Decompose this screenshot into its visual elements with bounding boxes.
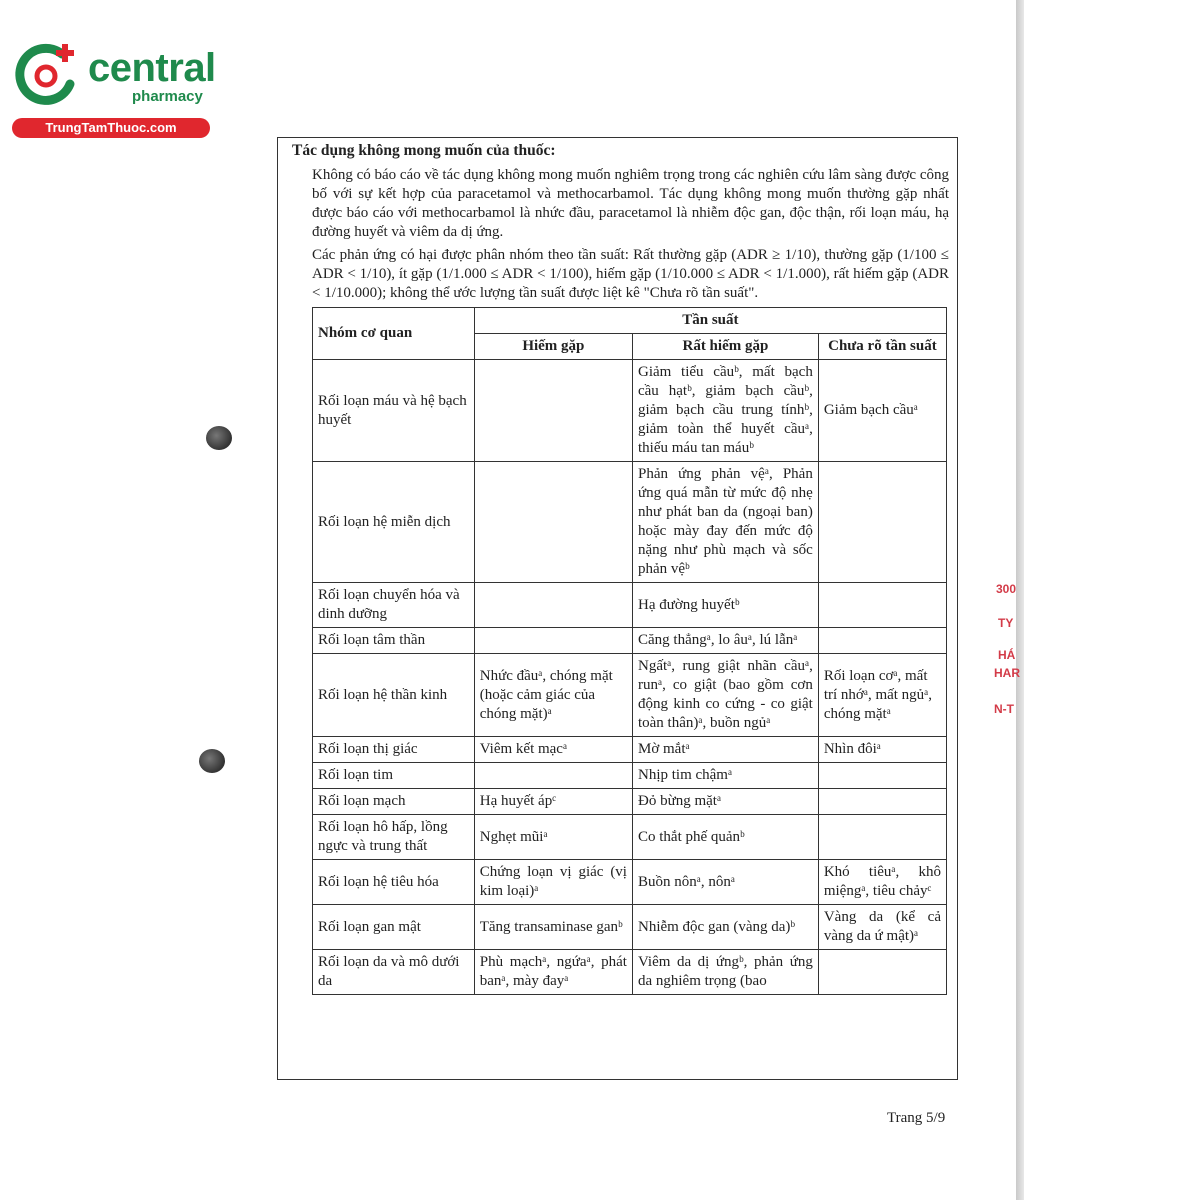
cell-group: Rối loạn da và mô dưới da: [313, 950, 475, 995]
table-row: [313, 583, 947, 628]
table-row: [313, 950, 947, 995]
cell-very-rare: Đỏ bừng mặtᵃ: [632, 789, 818, 815]
cell-group: Rối loạn chuyển hóa và dinh dưỡng: [313, 583, 475, 628]
table-row: [313, 360, 947, 462]
cell-very-rare: Căng thẳngᵃ, lo âuᵃ, lú lẫnᵃ: [632, 628, 818, 654]
intro-paragraph: Không có báo cáo về tác dụng không mong muốn nghiêm trọng trong các nghiên cứu lâm sàng được công bố với sự kết hợp của paracetamol và methocarbamol. Tác dụng không mong muốn thường gặp nhất được báo cáo với methocarbamol là nhức đầu, paracetamol là nhiễm độc gan, độc thận, rối loạn máu, hạ đường huyết và viêm da dị ứng.: [312, 167, 949, 240]
cell-unknown: [818, 583, 946, 628]
table-row: [313, 815, 947, 860]
table-row: [313, 905, 947, 950]
cell-very-rare: Ngấtᵃ, rung giật nhãn cầuᵃ, runᵃ, co giật (bao gồm cơn động kinh co cứng - co giật toàn thân)ᵃ, buồn ngủᵃ: [632, 654, 818, 737]
frequency-paragraph: Các phản ứng có hại được phân nhóm theo tần suất: Rất thường gặp (ADR ≥ 1/10), thường gặp (1/100 ≤ ADR < 1/10), ít gặp (1/1.000 ≤ ADR < 1/100), hiếm gặp (1/10.000 ≤ ADR < 1/1.000), rất hiếm gặp (ADR < 1/10.000); không thể ước lượng tần suất được liệt kê "Chưa rõ tần suất".: [312, 247, 949, 301]
central-pharmacy-logo: [12, 40, 222, 140]
cell-unknown: [818, 950, 946, 995]
table-row: [313, 737, 947, 763]
logo-brand: central: [88, 46, 216, 90]
table-row: [313, 763, 947, 789]
table-row: [313, 654, 947, 737]
cell-very-rare: Mờ mắtᵃ: [632, 737, 818, 763]
page-number: Trang 5/9: [887, 1110, 946, 1126]
table-row: [313, 628, 947, 654]
cell-rare: Tăng transaminase ganᵇ: [474, 905, 632, 950]
cell-very-rare: Hạ đường huyếtᵇ: [632, 583, 818, 628]
cell-group: Rối loạn hệ tiêu hóa: [313, 860, 475, 905]
cell-unknown: [818, 815, 946, 860]
cell-rare: [474, 360, 632, 462]
cell-unknown: [818, 763, 946, 789]
table-row: [313, 789, 947, 815]
header-very-rare: Rất hiếm gặp: [632, 334, 818, 360]
cell-very-rare: Giảm tiểu cầuᵇ, mất bạch cầu hạtᵇ, giảm bạch cầuᵇ, giảm bạch cầu trung tínhᵇ, giảm toàn thể huyết cầuᵃ, thiếu máu tan máuᵇ: [632, 360, 818, 462]
cell-group: Rối loạn gan mật: [313, 905, 475, 950]
cell-rare: Phù mạchᵃ, ngứaᵃ, phát banᵃ, mày đayᵃ: [474, 950, 632, 995]
cell-very-rare: Phản ứng phản vệᵃ, Phản ứng quá mẫn từ mức độ nhẹ như phát ban da (ngoại ban) hoặc mày đay đến mức độ nặng như phù mạch và sốc phản vệᵇ: [632, 462, 818, 583]
adverse-effects-section: [277, 137, 958, 1080]
logo-url: TrungTamThuoc.com: [12, 118, 210, 138]
header-frequency: Tần suất: [474, 308, 946, 334]
cell-group: Rối loạn thị giác: [313, 737, 475, 763]
cell-unknown: Giảm bạch cầuᵃ: [818, 360, 946, 462]
cell-unknown: Vàng da (kể cả vàng da ứ mật)ᵃ: [818, 905, 946, 950]
cell-rare: Nghẹt mũiᵃ: [474, 815, 632, 860]
cell-group: Rối loạn tim: [313, 763, 475, 789]
logo-sub: pharmacy: [132, 88, 203, 105]
cell-rare: [474, 583, 632, 628]
table-row: [313, 860, 947, 905]
cell-unknown: Nhìn đôiᵃ: [818, 737, 946, 763]
cell-rare: Viêm kết mạcᵃ: [474, 737, 632, 763]
cell-unknown: [818, 462, 946, 583]
cell-group: Rối loạn hệ thần kinh: [313, 654, 475, 737]
adverse-effects-table: [312, 307, 947, 995]
cell-very-rare: Buồn nônᵃ, nônᵃ: [632, 860, 818, 905]
cell-group: Rối loạn mạch: [313, 789, 475, 815]
table-row: [313, 462, 947, 583]
cell-very-rare: Viêm da dị ứngᵇ, phản ứng da nghiêm trọng (bao: [632, 950, 818, 995]
cell-rare: Hạ huyết ápᶜ: [474, 789, 632, 815]
logo-mark-icon: [12, 40, 82, 110]
cell-unknown: [818, 628, 946, 654]
cell-rare: Chứng loạn vị giác (vị kim loại)ᵃ: [474, 860, 632, 905]
cell-unknown: [818, 789, 946, 815]
cell-very-rare: Nhiễm độc gan (vàng da)ᵇ: [632, 905, 818, 950]
header-rare: Hiếm gặp: [474, 334, 632, 360]
cell-group: Rối loạn hô hấp, lồng ngực và trung thất: [313, 815, 475, 860]
cell-unknown: Rối loạn cơᵃ, mất trí nhớᵃ, mất ngủᵃ, chóng mặtᵃ: [818, 654, 946, 737]
cell-group: Rối loạn hệ miễn dịch: [313, 462, 475, 583]
cell-very-rare: Co thắt phế quảnᵇ: [632, 815, 818, 860]
header-unknown: Chưa rõ tần suất: [818, 334, 946, 360]
company-stamp: 300 TY HÁ HAR N-T: [994, 582, 1020, 716]
section-heading: Tác dụng không mong muốn của thuốc:: [292, 142, 556, 159]
cell-rare: [474, 763, 632, 789]
cell-rare: [474, 462, 632, 583]
cell-rare: Nhức đầuᵃ, chóng mặt (hoặc cảm giác của chóng mặt)ᵃ: [474, 654, 632, 737]
header-organ-group: Nhóm cơ quan: [313, 308, 475, 360]
cell-very-rare: Nhịp tim chậmᵃ: [632, 763, 818, 789]
punch-hole: [206, 426, 232, 450]
cell-group: Rối loạn tâm thần: [313, 628, 475, 654]
cell-unknown: Khó tiêuᵃ, khô miệngᵃ, tiêu chảyᶜ: [818, 860, 946, 905]
cell-group: Rối loạn máu và hệ bạch huyết: [313, 360, 475, 462]
punch-hole: [199, 749, 225, 773]
cell-rare: [474, 628, 632, 654]
